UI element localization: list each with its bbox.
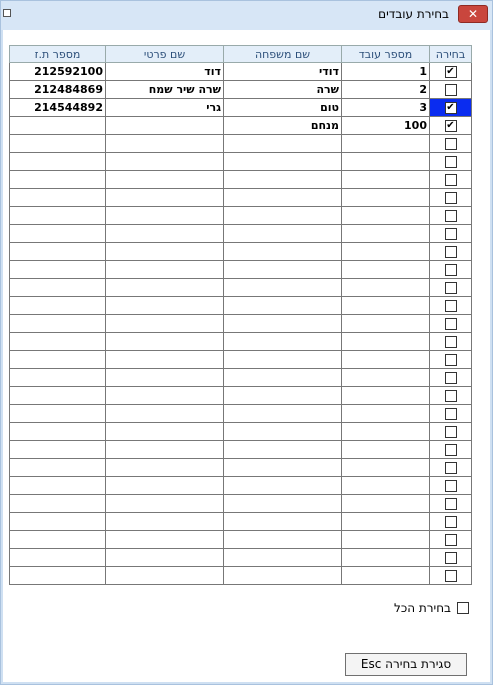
first-name-cell[interactable]: [106, 441, 224, 459]
employee-number-cell[interactable]: 3: [342, 99, 430, 117]
employee-number-cell[interactable]: [342, 495, 430, 513]
empty-table-row[interactable]: [10, 315, 472, 333]
close-window-button[interactable]: ✕: [458, 5, 488, 23]
row-select-checkbox[interactable]: [445, 426, 457, 438]
id-number-cell[interactable]: [10, 225, 106, 243]
empty-table-row[interactable]: [10, 531, 472, 549]
select-cell[interactable]: [430, 459, 472, 477]
row-select-checkbox[interactable]: [445, 246, 457, 258]
select-cell[interactable]: [430, 333, 472, 351]
id-number-cell[interactable]: [10, 297, 106, 315]
select-cell[interactable]: [430, 549, 472, 567]
employees-grid: [9, 45, 472, 585]
header-first-name[interactable]: שם פרטי: [106, 46, 224, 63]
row-select-checkbox[interactable]: [445, 444, 457, 456]
last-name-cell[interactable]: [224, 387, 342, 405]
empty-table-row[interactable]: [10, 423, 472, 441]
first-name-cell[interactable]: [106, 423, 224, 441]
first-name-cell[interactable]: [106, 369, 224, 387]
id-number-cell[interactable]: [10, 279, 106, 297]
select-cell[interactable]: [430, 135, 472, 153]
id-number-cell[interactable]: [10, 261, 106, 279]
empty-table-row[interactable]: [10, 207, 472, 225]
select-cell[interactable]: [430, 225, 472, 243]
id-number-cell[interactable]: [10, 495, 106, 513]
empty-table-row[interactable]: [10, 387, 472, 405]
row-select-checkbox[interactable]: [445, 570, 457, 582]
row-select-checkbox[interactable]: [445, 300, 457, 312]
select-cell[interactable]: [430, 63, 472, 81]
employee-number-cell[interactable]: [342, 441, 430, 459]
last-name-cell[interactable]: [224, 261, 342, 279]
last-name-cell[interactable]: דודי: [224, 63, 342, 81]
row-select-checkbox[interactable]: ✔: [446, 102, 455, 113]
row-select-checkbox[interactable]: [445, 372, 457, 384]
header-employee-number[interactable]: מספר עובד: [342, 46, 430, 63]
empty-table-row[interactable]: [10, 459, 472, 477]
select-cell[interactable]: [430, 351, 472, 369]
select-cell[interactable]: [430, 279, 472, 297]
empty-table-row[interactable]: [10, 495, 472, 513]
empty-table-row[interactable]: [10, 513, 472, 531]
first-name-cell[interactable]: דוד: [106, 63, 224, 81]
employee-number-cell[interactable]: [342, 423, 430, 441]
employee-number-cell[interactable]: [342, 135, 430, 153]
last-name-cell[interactable]: [224, 477, 342, 495]
empty-table-row[interactable]: [10, 225, 472, 243]
first-name-cell[interactable]: [106, 261, 224, 279]
empty-table-row[interactable]: [10, 405, 472, 423]
row-select-checkbox[interactable]: ✔: [446, 120, 455, 131]
header-id-number[interactable]: מספר ת.ז: [10, 46, 106, 63]
first-name-cell[interactable]: גרי: [106, 99, 224, 117]
select-cell[interactable]: [430, 567, 472, 585]
row-select-checkbox[interactable]: [445, 498, 457, 510]
row-select-checkbox[interactable]: [445, 174, 457, 186]
last-name-cell[interactable]: [224, 369, 342, 387]
first-name-cell[interactable]: [106, 405, 224, 423]
employee-number-cell[interactable]: [342, 243, 430, 261]
row-select-checkbox[interactable]: [445, 408, 457, 420]
employee-number-cell[interactable]: [342, 315, 430, 333]
id-number-cell[interactable]: [10, 243, 106, 261]
last-name-cell[interactable]: [224, 135, 342, 153]
first-name-cell[interactable]: [106, 531, 224, 549]
employee-number-cell[interactable]: [342, 351, 430, 369]
last-name-cell[interactable]: [224, 423, 342, 441]
employee-number-cell[interactable]: 2: [342, 81, 430, 99]
select-all-checkbox[interactable]: [457, 602, 469, 614]
last-name-cell[interactable]: [224, 405, 342, 423]
id-number-cell[interactable]: [10, 477, 106, 495]
employee-number-cell[interactable]: [342, 405, 430, 423]
select-all-control[interactable]: [394, 601, 469, 615]
row-select-checkbox[interactable]: [445, 264, 457, 276]
last-name-cell[interactable]: [224, 207, 342, 225]
employee-number-cell[interactable]: 1: [342, 63, 430, 81]
last-name-cell[interactable]: [224, 315, 342, 333]
select-all-label: בחירת הכל: [394, 601, 451, 615]
select-cell[interactable]: [430, 99, 472, 117]
empty-table-row[interactable]: [10, 243, 472, 261]
id-number-cell[interactable]: [10, 423, 106, 441]
last-name-cell[interactable]: [224, 549, 342, 567]
id-number-cell[interactable]: [10, 189, 106, 207]
id-number-cell[interactable]: [10, 153, 106, 171]
empty-table-row[interactable]: [10, 279, 472, 297]
empty-table-row[interactable]: [10, 153, 472, 171]
select-cell[interactable]: [430, 495, 472, 513]
id-number-cell[interactable]: [10, 441, 106, 459]
id-number-cell[interactable]: 212592100: [10, 63, 106, 81]
last-name-cell[interactable]: [224, 567, 342, 585]
first-name-cell[interactable]: [106, 387, 224, 405]
id-number-cell[interactable]: [10, 459, 106, 477]
header-select[interactable]: בחירה: [430, 46, 472, 63]
id-number-cell[interactable]: [10, 333, 106, 351]
empty-table-row[interactable]: [10, 333, 472, 351]
employee-number-cell[interactable]: [342, 333, 430, 351]
select-cell[interactable]: [430, 171, 472, 189]
first-name-cell[interactable]: [106, 207, 224, 225]
id-number-cell[interactable]: [10, 315, 106, 333]
select-cell[interactable]: [430, 207, 472, 225]
row-select-checkbox[interactable]: [445, 156, 457, 168]
last-name-cell[interactable]: [224, 279, 342, 297]
id-number-cell[interactable]: [10, 549, 106, 567]
select-cell[interactable]: [430, 297, 472, 315]
employee-number-cell[interactable]: [342, 513, 430, 531]
id-number-cell[interactable]: 214544892: [10, 99, 106, 117]
row-select-checkbox[interactable]: ✔: [446, 66, 455, 77]
select-cell[interactable]: [430, 423, 472, 441]
row-select-checkbox[interactable]: [445, 138, 457, 150]
select-cell[interactable]: [430, 243, 472, 261]
employee-number-cell[interactable]: [342, 207, 430, 225]
employee-number-cell[interactable]: [342, 225, 430, 243]
last-name-cell[interactable]: [224, 333, 342, 351]
empty-table-row[interactable]: [10, 171, 472, 189]
row-select-checkbox[interactable]: [445, 84, 457, 96]
id-number-cell[interactable]: [10, 531, 106, 549]
first-name-cell[interactable]: [106, 171, 224, 189]
last-name-cell[interactable]: [224, 531, 342, 549]
last-name-cell[interactable]: [224, 153, 342, 171]
select-cell[interactable]: [430, 189, 472, 207]
last-name-cell[interactable]: [224, 513, 342, 531]
row-select-checkbox[interactable]: [445, 516, 457, 528]
grid-body: [10, 63, 472, 585]
employee-number-cell[interactable]: [342, 531, 430, 549]
last-name-cell[interactable]: שרה: [224, 81, 342, 99]
first-name-cell[interactable]: [106, 315, 224, 333]
id-number-cell[interactable]: [10, 567, 106, 585]
app-icon: [3, 9, 11, 17]
table-row[interactable]: [10, 117, 472, 135]
last-name-cell[interactable]: [224, 351, 342, 369]
employee-number-cell[interactable]: [342, 477, 430, 495]
first-name-cell[interactable]: [106, 495, 224, 513]
last-name-cell[interactable]: [224, 189, 342, 207]
row-select-checkbox[interactable]: [445, 462, 457, 474]
employee-number-cell[interactable]: [342, 387, 430, 405]
id-number-cell[interactable]: [10, 513, 106, 531]
employee-number-cell[interactable]: [342, 567, 430, 585]
row-select-checkbox[interactable]: [445, 228, 457, 240]
last-name-cell[interactable]: מנחם: [224, 117, 342, 135]
id-number-cell[interactable]: [10, 369, 106, 387]
empty-table-row[interactable]: [10, 351, 472, 369]
employee-number-cell[interactable]: [342, 261, 430, 279]
title-bar[interactable]: [1, 1, 492, 30]
last-name-cell[interactable]: [224, 225, 342, 243]
last-name-cell[interactable]: טום: [224, 99, 342, 117]
row-select-checkbox[interactable]: [445, 336, 457, 348]
grid-header-row: [10, 46, 472, 63]
row-select-checkbox[interactable]: [445, 318, 457, 330]
row-select-checkbox[interactable]: [445, 552, 457, 564]
row-select-checkbox[interactable]: [445, 192, 457, 204]
first-name-cell[interactable]: [106, 477, 224, 495]
first-name-cell[interactable]: [106, 297, 224, 315]
employee-number-cell[interactable]: [342, 171, 430, 189]
employee-number-cell[interactable]: [342, 279, 430, 297]
last-name-cell[interactable]: [224, 441, 342, 459]
employee-number-cell[interactable]: [342, 153, 430, 171]
select-cell[interactable]: [430, 531, 472, 549]
employee-number-cell[interactable]: [342, 369, 430, 387]
select-cell[interactable]: [430, 405, 472, 423]
row-select-checkbox[interactable]: [445, 534, 457, 546]
empty-table-row[interactable]: [10, 567, 472, 585]
last-name-cell[interactable]: [224, 297, 342, 315]
table-row[interactable]: [10, 81, 472, 99]
id-number-cell[interactable]: 212484869: [10, 81, 106, 99]
first-name-cell[interactable]: [106, 333, 224, 351]
row-select-checkbox[interactable]: [445, 480, 457, 492]
id-number-cell[interactable]: [10, 171, 106, 189]
id-number-cell[interactable]: [10, 117, 106, 135]
last-name-cell[interactable]: [224, 495, 342, 513]
empty-table-row[interactable]: [10, 477, 472, 495]
first-name-cell[interactable]: [106, 549, 224, 567]
table-row[interactable]: [10, 63, 472, 81]
first-name-cell[interactable]: [106, 567, 224, 585]
select-cell[interactable]: [430, 387, 472, 405]
first-name-cell[interactable]: [106, 351, 224, 369]
row-select-checkbox[interactable]: [445, 210, 457, 222]
employee-number-cell[interactable]: [342, 297, 430, 315]
select-cell[interactable]: [430, 117, 472, 135]
last-name-cell[interactable]: [224, 459, 342, 477]
empty-table-row[interactable]: [10, 549, 472, 567]
select-cell[interactable]: [430, 513, 472, 531]
empty-table-row[interactable]: [10, 135, 472, 153]
select-cell[interactable]: [430, 261, 472, 279]
first-name-cell[interactable]: [106, 153, 224, 171]
empty-table-row[interactable]: [10, 369, 472, 387]
first-name-cell[interactable]: שרה שיר שמח: [106, 81, 224, 99]
window-title: בחירת עובדים: [378, 7, 449, 21]
select-cell[interactable]: [430, 315, 472, 333]
employee-number-cell[interactable]: [342, 549, 430, 567]
select-cell[interactable]: [430, 441, 472, 459]
row-select-checkbox[interactable]: [445, 354, 457, 366]
employee-number-cell[interactable]: [342, 459, 430, 477]
first-name-cell[interactable]: [106, 279, 224, 297]
dialog-body: [3, 30, 490, 682]
row-select-checkbox[interactable]: [445, 282, 457, 294]
empty-table-row[interactable]: [10, 441, 472, 459]
select-cell[interactable]: [430, 369, 472, 387]
id-number-cell[interactable]: [10, 387, 106, 405]
close-selection-button[interactable]: סגירת בחירה Esc: [345, 653, 467, 676]
select-cell[interactable]: [430, 81, 472, 99]
select-cell[interactable]: [430, 477, 472, 495]
table-row[interactable]: [10, 99, 472, 117]
id-number-cell[interactable]: [10, 351, 106, 369]
id-number-cell[interactable]: [10, 135, 106, 153]
row-select-checkbox[interactable]: [445, 390, 457, 402]
empty-table-row[interactable]: [10, 297, 472, 315]
employee-number-cell[interactable]: [342, 189, 430, 207]
last-name-cell[interactable]: [224, 171, 342, 189]
employee-number-cell[interactable]: 100: [342, 117, 430, 135]
header-last-name[interactable]: שם משפחה: [224, 46, 342, 63]
id-number-cell[interactable]: [10, 207, 106, 225]
first-name-cell[interactable]: [106, 117, 224, 135]
last-name-cell[interactable]: [224, 243, 342, 261]
first-name-cell[interactable]: [106, 225, 224, 243]
first-name-cell[interactable]: [106, 513, 224, 531]
first-name-cell[interactable]: [106, 459, 224, 477]
first-name-cell[interactable]: [106, 189, 224, 207]
first-name-cell[interactable]: [106, 243, 224, 261]
select-cell[interactable]: [430, 153, 472, 171]
empty-table-row[interactable]: [10, 261, 472, 279]
first-name-cell[interactable]: [106, 135, 224, 153]
empty-table-row[interactable]: [10, 189, 472, 207]
id-number-cell[interactable]: [10, 405, 106, 423]
